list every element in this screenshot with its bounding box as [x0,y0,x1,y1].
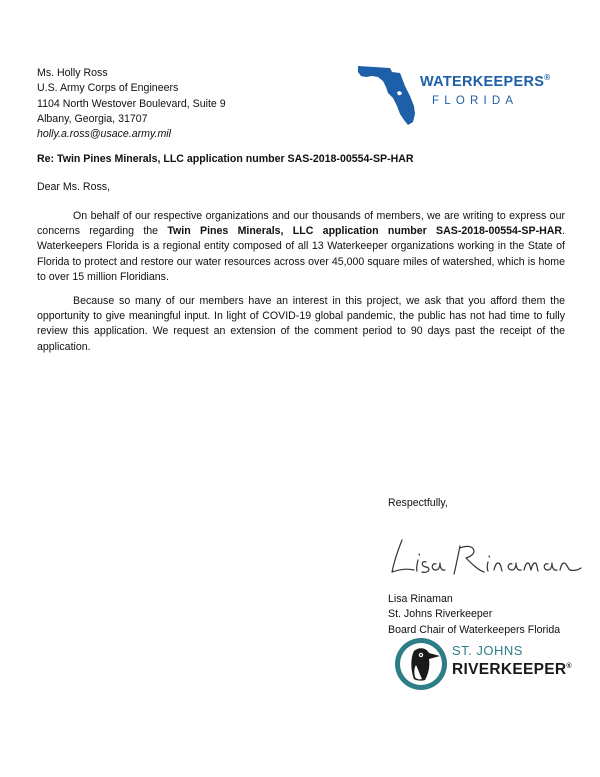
florida-map-icon [356,62,418,128]
st-johns-wordmark: ST. JOHNS [452,643,523,658]
recipient-email: holly.a.ross@usace.army.mil [37,128,171,141]
waterkeepers-wordmark: WATERKEEPERS® [420,73,551,90]
signer-name: Lisa Rinaman [388,593,453,605]
recipient-street: 1104 North Westover Boulevard, Suite 9 [37,97,226,110]
signer-title-2: Board Chair of Waterkeepers Florida [388,623,561,636]
recipient-name: Ms. Holly Ross [37,67,108,79]
salutation: Dear Ms. Ross, [37,181,110,193]
florida-wordmark: FLORIDA [432,95,519,107]
subject-line: Re: Twin Pines Minerals, LLC application number SAS-2018-00554-SP-HAR [37,153,414,165]
closing: Respectfully, [388,497,448,509]
waterkeepers-florida-logo [356,62,556,128]
signer-block [388,592,560,638]
handwritten-signature [384,530,584,582]
recipient-city: Albany, Georgia, 31707 [37,112,148,125]
signer-title: St. Johns Riverkeeper [388,608,493,621]
st-johns-riverkeeper-logo [394,637,572,693]
recipient-address [37,66,226,142]
recipient-organization: U.S. Army Corps of Engineers [37,82,179,95]
body-paragraph-1: On behalf of our respective organizations and our thousands of members, we are writing to express our concerns regarding the Twin Pines Minerals, LLC application number SAS-2018-00554-SP-HAR. Waterkeepers Florida is a regional entity composed of all 13 Waterkeeper organizations working in the State of Florida to protect and restore our water resources across over 45,000 square miles of watershed, which is home to over 15 million Floridians. [37,210,565,283]
kingfisher-bird-icon [394,637,448,691]
riverkeeper-wordmark: RIVERKEEPER® [452,661,572,678]
application-reference: Twin Pines Minerals, LLC application number SAS-2018-00554-SP-HAR [167,225,563,238]
body-paragraph-2: Because so many of our members have an interest in this project, we ask that you afford them the opportunity to give meaningful input. In light of COVID-19 global pandemic, the public has not had time to fully review this application. We request an extension of the comment period to 90 days past the receipt of the application. [37,295,565,353]
